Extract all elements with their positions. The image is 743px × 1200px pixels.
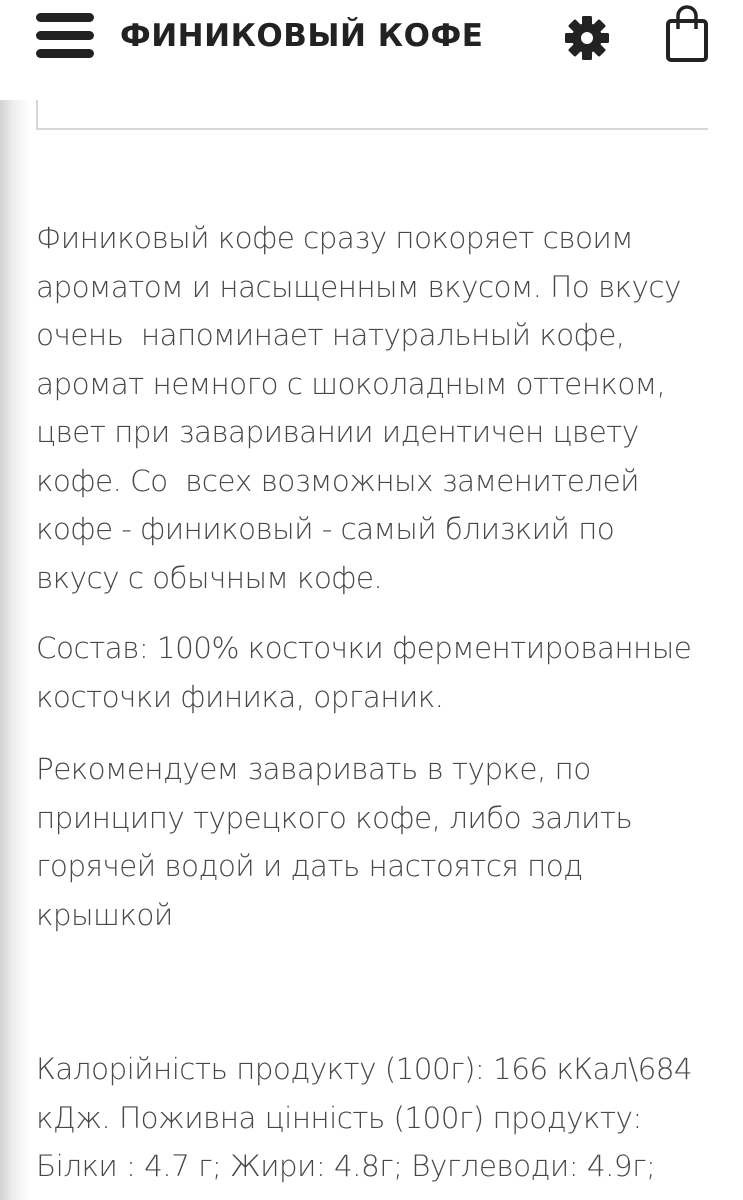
text-line: цвет при заваривании идентичен цвету: [36, 415, 639, 449]
top-header: [0, 0, 743, 100]
text-line: Білки : 4.7 г; Жири: 4.8г; Вуглеводи: 4.9г;: [36, 1149, 656, 1183]
page-title: ФИНИКОВЫЙ КОФЕ: [120, 18, 484, 54]
text-line: кофе - финиковый - самый близкий по: [36, 512, 615, 546]
text-line: принципу турецкого кофе, либо залить: [36, 800, 633, 835]
nutrition-paragraph: [36, 1045, 736, 1191]
composition-paragraph: [36, 624, 736, 721]
text-line: аромат немного с шоколадным оттенком,: [36, 366, 666, 401]
text-line: очень напоминает натуральный кофе,: [36, 318, 625, 352]
brewing-paragraph: [36, 745, 736, 939]
text-line: ароматом и насыщенным вкусом. По вкусу: [36, 269, 681, 304]
gear-icon[interactable]: [563, 14, 611, 62]
description-paragraph: [36, 214, 736, 602]
text-line: Калорійність продукту (100г): 166 кКал\684: [36, 1052, 693, 1086]
page-edge-shadow: [0, 100, 30, 1200]
text-line: кДж. Поживна цінність (100г) продукту:: [36, 1100, 642, 1135]
text-line: Финиковый кофе сразу покоряет своим: [36, 221, 633, 255]
content-box-edge: [36, 96, 708, 130]
text-line: вкусу с обычным кофе.: [36, 560, 383, 595]
shopping-bag-icon[interactable]: [662, 5, 712, 63]
hamburger-menu-icon[interactable]: [36, 13, 94, 59]
text-line: косточки финика, органик.: [36, 679, 444, 714]
text-line: Состав: 100% косточки ферментированные: [36, 631, 692, 665]
text-line: горячей водой и дать настоятся под: [36, 849, 583, 883]
product-description: [36, 214, 736, 1191]
text-line: Рекомендуем заваривать в турке, по: [36, 752, 591, 786]
text-line: крышкой: [36, 897, 173, 932]
text-line: кофе. Со всех возможных заменителей: [36, 463, 639, 498]
